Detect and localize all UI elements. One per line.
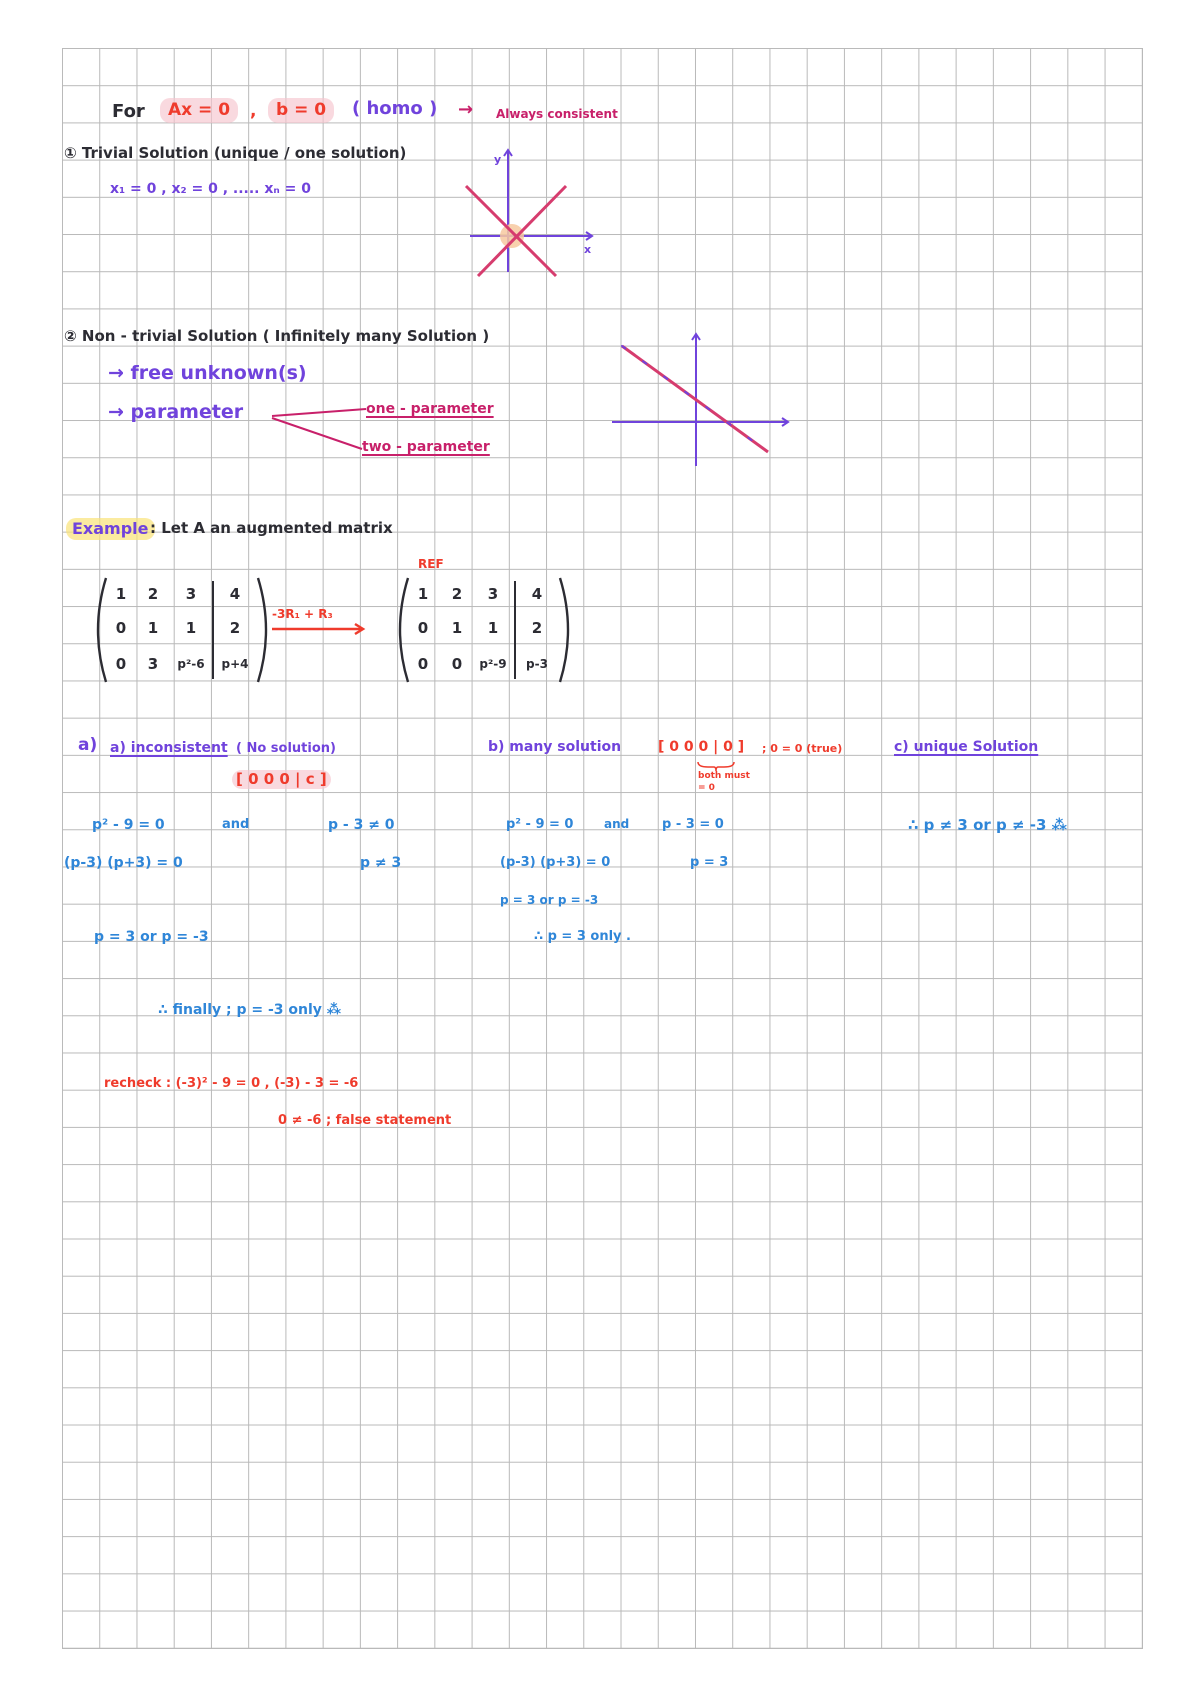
a-final: ∴ finally ; p = -3 only ⁂ (158, 1002, 342, 1018)
part-a-marker: a) (78, 735, 98, 755)
b-line1-left: p² - 9 = 0 (506, 817, 574, 832)
non-trivial-title: ② Non - trivial Solution ( Infinitely many Solution ) (64, 327, 490, 345)
a-and: and (222, 817, 250, 832)
two-parameter: two - parameter (362, 439, 490, 455)
example-label: Example (66, 518, 155, 540)
inconsistent-form: [ 0 0 0 | c ] (232, 770, 331, 789)
many-solution-form: [ 0 0 0 | 0 ] (658, 739, 745, 755)
a-line2-right: p ≠ 3 (360, 855, 402, 871)
matrix-1-cell: p+4 (221, 657, 249, 671)
trivial-graph (460, 150, 600, 280)
b-equation: b = 0 (268, 98, 334, 123)
matrix-1-cell: 0 (115, 619, 127, 637)
matrix-1 (94, 575, 270, 685)
ref-label: REF (418, 557, 444, 571)
for-label: For (112, 101, 145, 122)
a-line1-left: p² - 9 = 0 (92, 817, 165, 833)
matrix-1-cell: 4 (229, 585, 241, 603)
b-and: and (604, 817, 630, 831)
trivial-equations: x₁ = 0 , x₂ = 0 , ..... xₙ = 0 (110, 181, 311, 197)
graph1-y-label: y (494, 153, 502, 166)
matrix-2-cell: 2 (451, 585, 463, 603)
free-unknowns: → free unknown(s) (108, 362, 307, 384)
trivial-solution-title: ① Trivial Solution (unique / one solution) (64, 144, 407, 162)
matrix-2-cell: p²-9 (479, 657, 507, 671)
b-line2-right: p = 3 (690, 855, 729, 870)
true-note: ; 0 = 0 (true) (762, 742, 843, 755)
matrix-1-cell: 3 (185, 585, 197, 603)
non-trivial-graph (608, 330, 798, 470)
recheck-line1: recheck : (-3)² - 9 = 0 , (-3) - 3 = -6 (104, 1076, 359, 1091)
matrix-1-cell: 3 (147, 655, 159, 673)
graph1-x-label: x (584, 243, 592, 256)
matrix-2-cell: 1 (451, 619, 463, 637)
comma: , (250, 101, 257, 121)
matrix-2 (396, 575, 572, 685)
example-text: : Let A an augmented matrix (150, 519, 393, 537)
a-line3: p = 3 or p = -3 (94, 929, 209, 945)
row-op-arrow (270, 622, 370, 636)
matrix-1-cell: 2 (229, 619, 241, 637)
matrix-1-cell: 1 (185, 619, 197, 637)
matrix-2-cell: 0 (417, 619, 429, 637)
parameter-label: → parameter (108, 401, 244, 423)
no-solution-label: ( No solution) (236, 741, 336, 756)
recheck-line2: 0 ≠ -6 ; false statement (278, 1113, 452, 1128)
ax-equation: Ax = 0 (160, 98, 238, 123)
matrix-2-cell: 0 (417, 655, 429, 673)
c-result: ∴ p ≠ 3 or p ≠ -3 ⁂ (908, 816, 1067, 834)
row-operation: -3R₁ + R₃ (272, 607, 333, 621)
one-parameter: one - parameter (366, 401, 494, 417)
matrix-1-cell: 0 (115, 655, 127, 673)
always-consistent: Always consistent (496, 107, 618, 121)
matrix-2-cell: 4 (531, 585, 543, 603)
b-line1-right: p - 3 = 0 (662, 817, 724, 832)
homo-label: ( homo ) (352, 98, 438, 119)
matrix-2-cell: 1 (417, 585, 429, 603)
b-line3: p = 3 or p = -3 (500, 893, 599, 907)
part-b-title: b) many solution (488, 739, 622, 755)
a-line2-left: (p-3) (p+3) = 0 (64, 855, 183, 871)
matrix-2-cell: 3 (487, 585, 499, 603)
matrix-2-cell: 0 (451, 655, 463, 673)
part-c-title: c) unique Solution (894, 739, 1039, 755)
b-line2-left: (p-3) (p+3) = 0 (500, 855, 611, 870)
grid-sheet (62, 48, 1143, 1649)
matrix-2-cell: 2 (531, 619, 543, 637)
part-a-title: a) inconsistent (110, 740, 228, 756)
equals-zero-note: = 0 (698, 783, 715, 793)
matrix-1-cell: 1 (115, 585, 127, 603)
matrix-1-cell: 2 (147, 585, 159, 603)
header-arrow: → (458, 99, 474, 120)
b-final: ∴ p = 3 only . (534, 929, 631, 944)
a-line1-right: p - 3 ≠ 0 (328, 817, 395, 833)
parameter-branch-lines (270, 405, 370, 455)
matrix-1-cell: 1 (147, 619, 159, 637)
both-must-note: both must (698, 771, 750, 781)
matrix-2-cell: p-3 (526, 657, 548, 671)
matrix-2-cell: 1 (487, 619, 499, 637)
matrix-1-cell: p²-6 (177, 657, 205, 671)
